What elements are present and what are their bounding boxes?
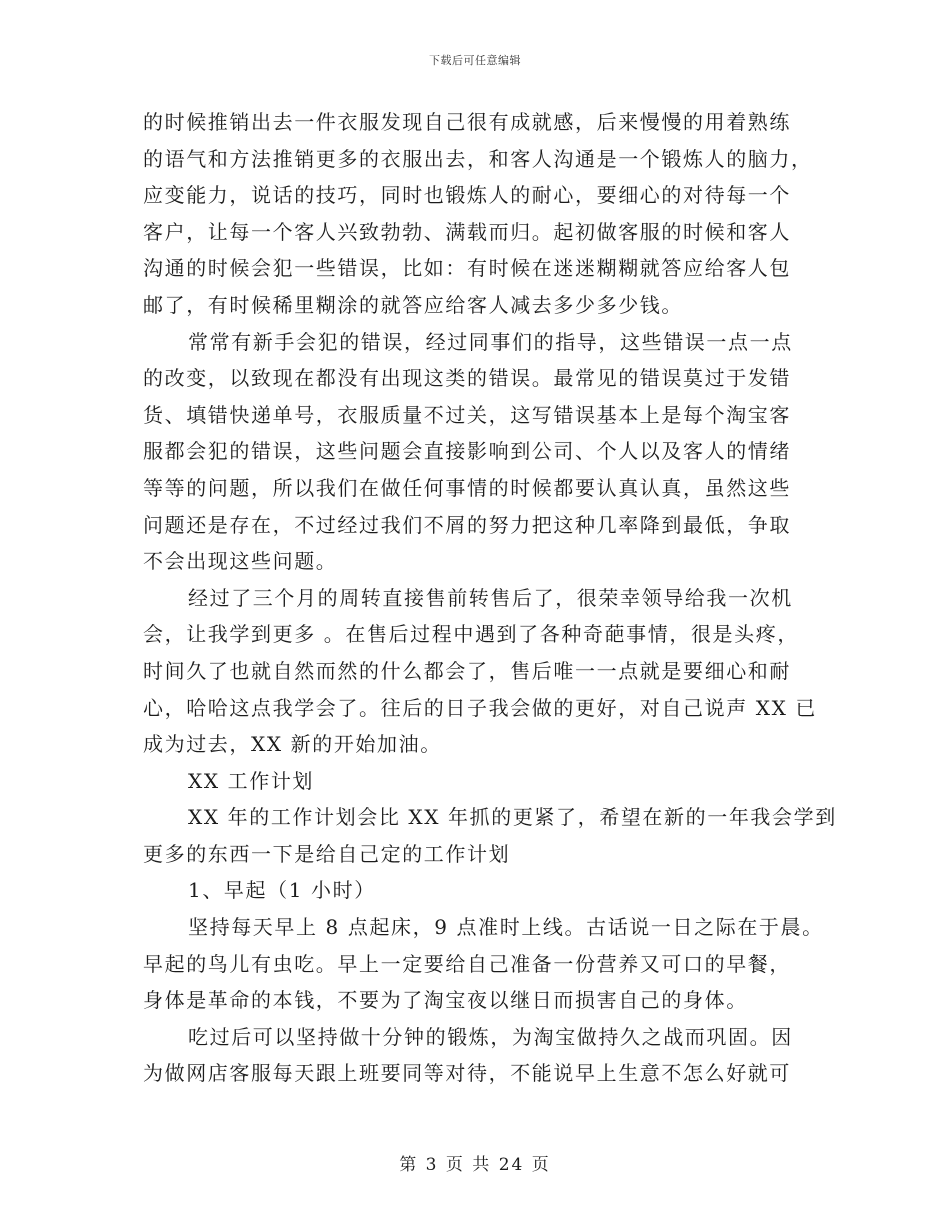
page-header-note: 下载后可任意编辑 [429, 54, 521, 67]
list-item-heading: 1、早起（1 小时） [188, 878, 376, 903]
text-line: 心，哈哈这点我学会了。往后的日子我会做的更好，对自己说声 XX 已 [143, 695, 817, 720]
text-line: 成为过去，XX 新的开始加油。 [143, 732, 442, 757]
text-line: 的改变，以致现在都没有出现这类的错误。最常见的错误莫过于发错 [143, 366, 791, 391]
text-line: 邮了，有时候稀里糊涂的就答应给客人减去多少多少钱。 [143, 292, 683, 317]
text-line: XX 年的工作计划会比 XX 年抓的更紧了，希望在新的一年我会学到 [188, 805, 837, 830]
text-line: 应变能力，说话的技巧，同时也锻炼人的耐心，要细心的对待每一个 [143, 183, 791, 208]
text-line: 客户，让每一个客人兴致勃勃、满载而归。起初做客服的时候和客人 [143, 219, 791, 244]
text-line: 经过了三个月的周转直接售前转售后了，很荣幸领导给我一次机 [188, 585, 793, 610]
text-line: 的语气和方法推销更多的衣服出去，和客人沟通是一个锻炼人的脑力， [143, 146, 813, 171]
text-line: 早起的鸟儿有虫吃。早上一定要给自己准备一份营养又可口的早餐， [143, 951, 791, 976]
text-line: 时间久了也就自然而然的什么都会了，售后唯一一点就是要细心和耐 [143, 658, 791, 683]
section-heading: XX 工作计划 [188, 768, 315, 793]
text-line: 问题还是存在，不过经过我们不屑的努力把这种几率降到最低，争取 [143, 512, 791, 537]
text-line: 为做网店客服每天跟上班要同等对待，不能说早上生意不怎么好就可 [143, 1061, 791, 1086]
page-number: 第 3 页 共 24 页 [399, 1155, 551, 1175]
text-line: 服都会犯的错误，这些问题会直接影响到公司、个人以及客人的情绪 [143, 439, 791, 464]
text-line: 的时候推销出去一件衣服发现自己很有成就感，后来慢慢的用着熟练 [143, 110, 791, 134]
text-line: 会，让我学到更多 。在售后过程中遇到了各种奇葩事情，很是头疼， [143, 622, 799, 647]
text-line: 常常有新手会犯的错误，经过同事们的指导，这些错误一点一点 [188, 329, 793, 354]
text-line: 不会出现这些问题。 [143, 549, 338, 574]
text-line: 沟通的时候会犯一些错误，比如：有时候在迷迷糊糊就答应给客人包 [143, 256, 791, 281]
text-line: 货、填错快递单号，衣服质量不过关，这写错误基本上是每个淘宝客 [143, 402, 791, 427]
text-line: 等等的问题，所以我们在做任何事情的时候都要认真认真，虽然这些 [143, 475, 791, 500]
text-line: 吃过后可以坚持做十分钟的锻炼，为淘宝做持久之战而巩固。因 [188, 1024, 793, 1049]
document-body [143, 104, 837, 1092]
text-line: 身体是革命的本钱，不要为了淘宝夜以继日而损害自己的身体。 [143, 988, 748, 1013]
text-line: 坚持每天早上 8 点起床，9 点准时上线。古话说一日之际在于晨。 [188, 915, 824, 940]
text-line: 更多的东西一下是给自己定的工作计划 [143, 841, 511, 866]
